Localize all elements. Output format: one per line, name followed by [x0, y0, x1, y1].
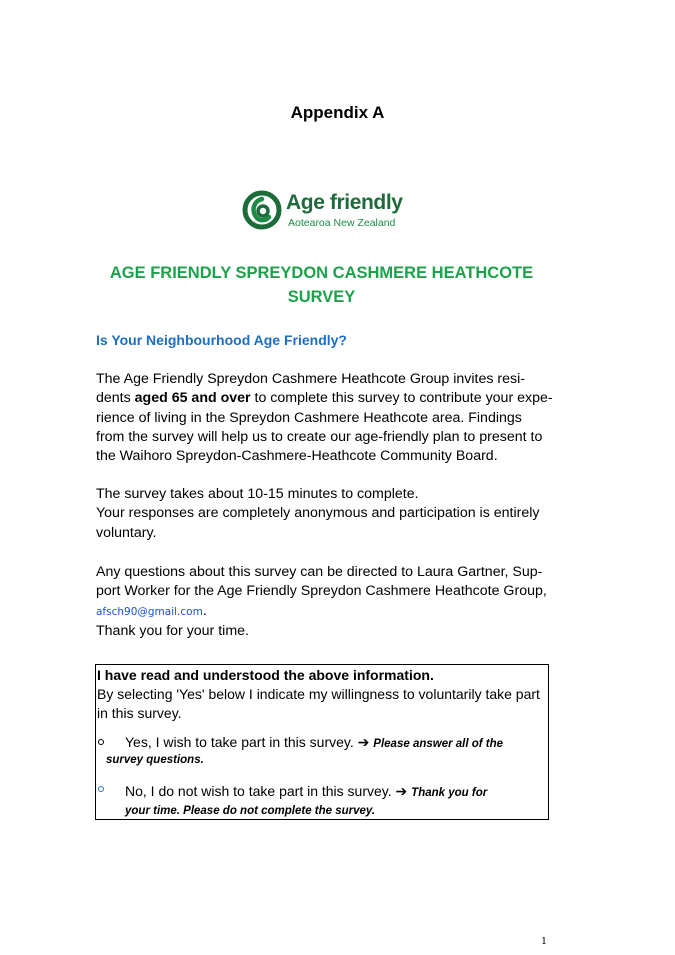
- age-friendly-logo-icon: [242, 190, 282, 230]
- neighbourhood-subheading: Is Your Neighbourhood Age Friendly?: [96, 332, 347, 348]
- thanks-line: Thank you for your time.: [96, 622, 249, 639]
- page-heading: Appendix A: [290, 103, 385, 122]
- intro-line: the Waihoro Spreydon-Cashmere-Heathcote Community Board.: [96, 448, 498, 465]
- consent-option-yes[interactable]: [97, 734, 547, 774]
- yes-label: Yes, I wish to take part in this survey.: [125, 734, 354, 750]
- arrow-icon: ➔: [395, 783, 408, 799]
- duration-paragraph: [96, 485, 558, 543]
- no-note-continued: your time. Please do not complete the survey.: [125, 805, 376, 817]
- intro-line: from the survey will help us to create our age-friendly plan to present to: [96, 428, 543, 445]
- no-note: Thank you for: [411, 787, 488, 799]
- consent-title: I have read and understood the above information.: [97, 667, 434, 683]
- consent-text: [97, 685, 540, 724]
- yes-note: Please answer all of the: [373, 738, 504, 750]
- page-number: 1: [541, 936, 548, 947]
- intro-line: [96, 389, 558, 408]
- contact-paragraph: [96, 563, 558, 641]
- no-radio[interactable]: [98, 786, 104, 792]
- logo-title: Age friendly: [286, 191, 403, 214]
- intro-line: rience of living in the Spreydon Cashmere Heathcote area. Findings: [96, 409, 522, 426]
- consent-text-line: By selecting 'Yes' below I indicate my willingness to voluntarily take part: [97, 686, 540, 702]
- intro-text: to complete this survey to contribute your expe-: [250, 390, 553, 407]
- duration-line: Your responses are completely anonymous and participation is entirely: [96, 505, 540, 522]
- age-criteria-bold: aged 65 and over: [134, 390, 251, 407]
- intro-line: The Age Friendly Spreydon Cashmere Heathcote Group invites resi-: [96, 371, 525, 387]
- intro-text: dents: [96, 390, 135, 407]
- consent-option-no[interactable]: [97, 783, 547, 823]
- consent-text-line: in this survey.: [97, 705, 182, 722]
- yes-radio[interactable]: [98, 739, 104, 745]
- contact-line: Any questions about this survey can be directed to Laura Gartner, Sup-: [96, 564, 543, 580]
- contact-line: port Worker for the Age Friendly Spreydon Cashmere Heathcote Group,: [96, 583, 547, 600]
- logo-subtitle: Aotearoa New Zealand: [288, 217, 396, 229]
- duration-line: voluntary.: [96, 524, 157, 541]
- age-friendly-logo: [242, 189, 404, 233]
- survey-title-line-1: AGE FRIENDLY SPREYDON CASHMERE HEATHCOTE: [109, 264, 534, 282]
- survey-title-line-2: SURVEY: [287, 288, 356, 306]
- duration-line: The survey takes about 10-15 minutes to complete.: [96, 486, 419, 502]
- no-label: No, I do not wish to take part in this survey.: [125, 783, 392, 799]
- arrow-icon: ➔: [357, 734, 370, 750]
- contact-line: [96, 602, 558, 622]
- intro-paragraph: [96, 370, 558, 466]
- survey-title: [80, 261, 563, 309]
- email-suffix: .: [202, 602, 207, 619]
- consent-box: [95, 664, 549, 820]
- contact-email-link[interactable]: afsch90@gmail.com: [96, 605, 203, 618]
- yes-note-continued: survey questions.: [106, 754, 204, 766]
